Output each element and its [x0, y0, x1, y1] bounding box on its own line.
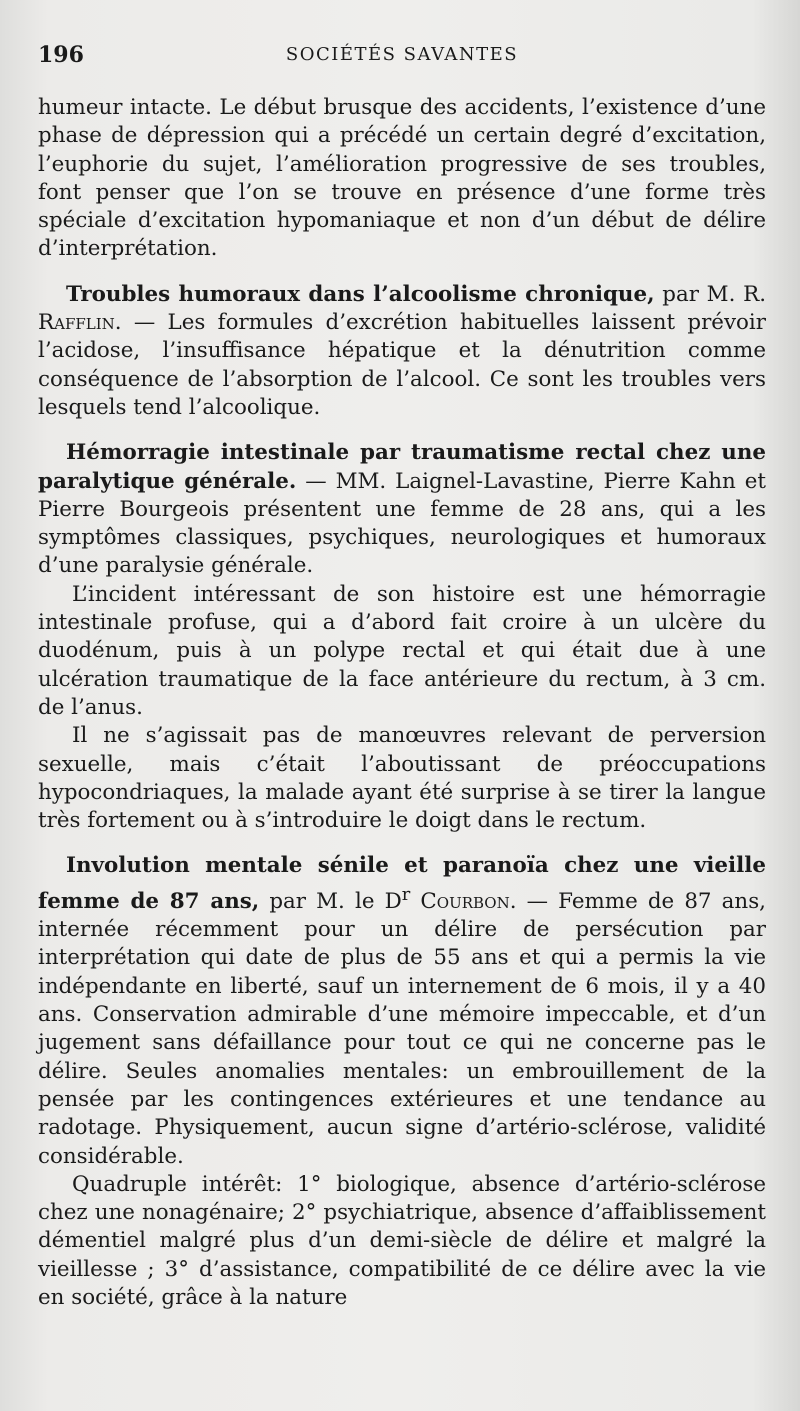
- section-hemorragie-text: — MM. Laignel-Lavastine, Pierre Kahn et Pierre Bourgeois présentent une femme de 28 ans, qui a les symptômes classiques, psychiques, neurologiques et humoraux d’une paralysie générale.: [38, 468, 766, 579]
- section-hemorragie-paragraph-2: L’incident intéressant de son histoire est une hémorragie intestinale profuse, qui a d’abord fait croire à un ulcère du duodénum, puis à un polype rectal et qui était due à une ulcération traumatique de la face antérieure du rectum, à 3 cm. de l’anus.: [38, 581, 766, 720]
- section-alcoolisme-by: par M. R.: [654, 281, 766, 307]
- section-involution-title: Involution mentale sénile et paranoïa chez une vieille femme de 87 ans,: [38, 853, 766, 914]
- section-involution: [38, 852, 766, 1312]
- section-alcoolisme-author: Rafflin: [38, 310, 115, 336]
- section-involution-sup: r: [401, 883, 411, 905]
- section-involution-paragraph-2: Quadruple intérêt: 1° biologique, absence d’artério-sclérose chez une nonagénaire; 2° psychiatrique, absence d’affaiblissement démentiel malgré plus d’un demi-siècle de délire et malgré la vieillesse ; 3° d’assistance, compatibilité de ce délire avec la vie en société, grâce à la nature: [38, 1171, 766, 1310]
- section-involution-text: . — Femme de 87 ans, internée récemment pour un délire de persécution par interprétation qui date de plus de 55 ans et qui a permis la vie indépendante en liberté, sauf un internement de 6 mois, il y a 40 ans. Conservation admirable d’une mémoire impeccable, et d’un jugement sans défaillance pour tout ce qui ne concerne pas le délire. Seules anomalies mentales: un embrouillement de la pensée par les contingences extérieures et une tendance au radotage. Physiquement, aucun signe d’artério-sclérose, validité considérable.: [38, 888, 766, 1169]
- section-alcoolisme-title: Troubles humoraux dans l’alcoolisme chronique,: [66, 281, 655, 307]
- section-hemorragie: [38, 439, 766, 835]
- intro-paragraph: humeur intacte. Le début brusque des accidents, l’existence d’une phase de dépression qui a précédé un certain degré d’excitation, l’euphorie du sujet, l’amélioration progressive de ses troubles, font penser que l’on se trouve en présence d’une forme très spéciale d’excitation hypomaniaque et non d’un début de délire d’interprétation.: [38, 95, 766, 262]
- section-involution-paragraph: [38, 852, 766, 1170]
- section-hemorragie-paragraph-3: Il ne s’agissait pas de manœuvres relevant de perversion sexuelle, mais c’était l’aboutissant de préoccupations hypocondriaques, la malade ayant été surprise à se tirer la langue très fortement ou à s’introduire le doigt dans le rectum.: [38, 723, 766, 834]
- section-involution-by: par M. le D: [259, 888, 402, 914]
- section-alcoolisme: [38, 281, 766, 422]
- page-body: [38, 94, 766, 1312]
- section-alcoolisme-paragraph: [38, 281, 766, 422]
- section-hemorragie-paragraph: [38, 439, 766, 580]
- section-involution-author: Courbon: [420, 888, 510, 914]
- running-title: SOCIÉTÉS SAVANTES: [285, 44, 519, 65]
- page-number: 196: [38, 42, 84, 68]
- running-header: [38, 36, 766, 70]
- section-alcoolisme-text: . — Les formules d’excrétion habituelles laissent prévoir l’acidose, l’insuffisance hépatique et la dénutrition comme conséquence de l’absorption de l’alcool. Ce sont les troubles vers lesquels tend l’alcoolique.: [38, 310, 766, 420]
- section-hemorragie-title: Hémorragie intestinale par traumatisme rectal chez une paralytique générale.: [38, 440, 766, 494]
